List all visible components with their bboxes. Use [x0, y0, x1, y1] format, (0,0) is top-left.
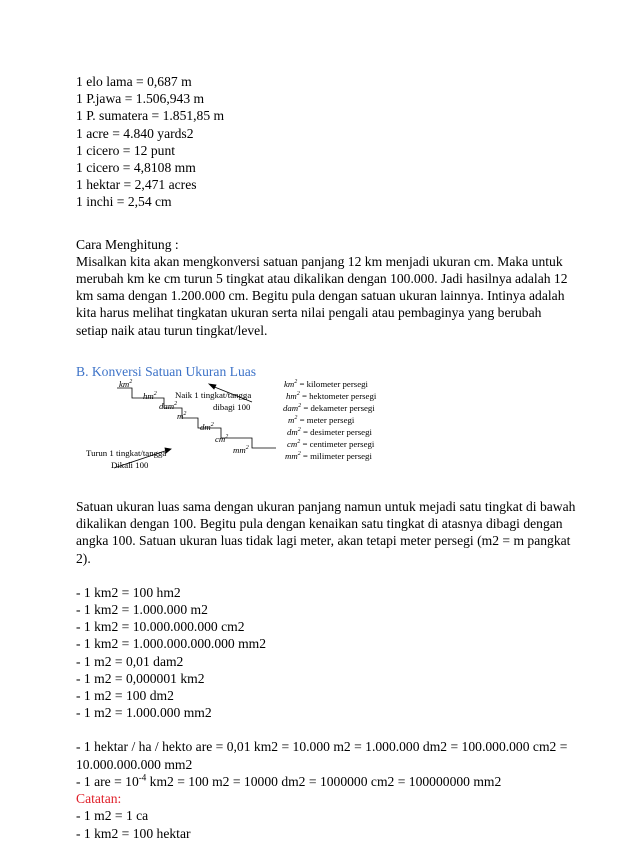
legend-row: $hm^2$ = hektometer persegi: [286, 391, 377, 402]
catatan-item: - 1 m2 = 1 ca: [76, 808, 149, 824]
list-item: - 1 m2 = 0,01 dam2: [76, 653, 184, 669]
unit-dam: dam$^2$: [159, 401, 178, 412]
conversion-line: 1 acre = 4.840 yards2: [76, 125, 194, 141]
luas-conversion-list: [76, 584, 576, 722]
conversion-line: 1 inchi = 2,54 cm: [76, 194, 172, 210]
list-item: - 1 m2 = 1.000.000 mm2: [76, 705, 212, 721]
are-line: - 1 are = $10^{-4}$ km2 = 100 m2 = 10000 dm2 = 1000000 cm2 = 100000000 mm2: [76, 772, 502, 789]
list-item: - 1 km2 = 1.000.000 m2: [76, 602, 208, 618]
legend-row: dam$^2$ = dekameter persegi: [283, 403, 375, 414]
conversion-line: 1 P. sumatera = 1.851,85 m: [76, 108, 225, 124]
legend-row: $km^2$ = kilometer persegi: [284, 379, 368, 390]
list-item: - 1 m2 = 0,000001 km2: [76, 670, 205, 686]
turun-label-line2: Dikali 100: [111, 460, 149, 471]
cara-paragraph: Misalkan kita akan mengkonversi satuan panjang 12 km menjadi ukuran cm. Maka untuk merubah km ke cm turun 5 tingkat atau dikalikan dengan 100.000. Jadi hasilnya adalah 12 km sama dengan 1.200.000 cm. Begitu pula dengan satuan ukuran lainnya. Intinya adalah kita harus melihat tingkatan ukuran serta nilai pengali atau pembaginya yang berubah setiap naik atau turun tingkat/level.: [76, 253, 568, 338]
unit-mm: $mm^2$: [233, 445, 249, 456]
conversion-line: 1 cicero = 12 punt: [76, 142, 176, 158]
luas-paragraph: Satuan ukuran luas sama dengan ukuran panjang namun untuk mejadi satu tingkat di bawah dikalikan dengan 100. Begitu pula dengan kenaikan satu tingkat di atasnya dibagi dengan angka 100. Satuan ukuran luas tidak lagi meter, akan tetapi meter persegi (m2 = m pangkat 2).: [76, 499, 576, 566]
catatan-item: - 1 km2 = 100 hektar: [76, 825, 191, 841]
conversion-line: 1 cicero = 4,8108 mm: [76, 160, 196, 176]
unit-dm: $dm^2$: [200, 422, 214, 433]
catatan-label: Catatan:: [76, 791, 122, 807]
document-page: [76, 73, 576, 842]
legend-row: $cm^2$ = centimeter persegi: [287, 439, 375, 450]
legend-row: $mm^2$ = milimeter persegi: [285, 451, 372, 462]
unit-m: $m^2$: [177, 411, 187, 422]
turun-label-line1: Turun 1 tingkat/tangga: [86, 448, 167, 459]
legend-row: $dm^2$ = desimeter persegi: [287, 427, 372, 438]
section-b-heading: B. Konversi Satuan Ukuran Luas: [76, 363, 257, 379]
conversion-line: 1 hektar = 2,471 acres: [76, 177, 197, 193]
unit-km: $km^2$: [119, 379, 133, 390]
conversion-line: 1 elo lama = 0,687 m: [76, 74, 192, 89]
conversion-list-top: [76, 73, 576, 211]
list-item: - 1 m2 = 100 dm2: [76, 688, 174, 704]
unit-cm: $cm^2$: [215, 434, 229, 445]
area-unit-staircase-figure: [76, 380, 546, 498]
hektar-line: - 1 hektar / ha / hekto are = 0,01 km2 = 10.000 m2 = 1.000.000 dm2 = 100.000.000 cm2 = 10.000.000.000 mm2: [76, 739, 568, 772]
naik-label-line1: Naik 1 tingkat/tangga: [175, 390, 252, 401]
legend-row: $m^2$ = meter persegi: [288, 415, 355, 426]
cara-heading: Cara Menghitung :: [76, 236, 179, 252]
naik-label-line2: dibagi 100: [213, 402, 251, 413]
list-item: - 1 km2 = 10.000.000.000 cm2: [76, 619, 245, 635]
conversion-line: 1 P.jawa = 1.506,943 m: [76, 91, 205, 107]
list-item: - 1 km2 = 1.000.000.000.000 mm2: [76, 636, 267, 652]
list-item: - 1 km2 = 100 hm2: [76, 584, 181, 600]
unit-hm: $hm^2$: [143, 391, 157, 402]
